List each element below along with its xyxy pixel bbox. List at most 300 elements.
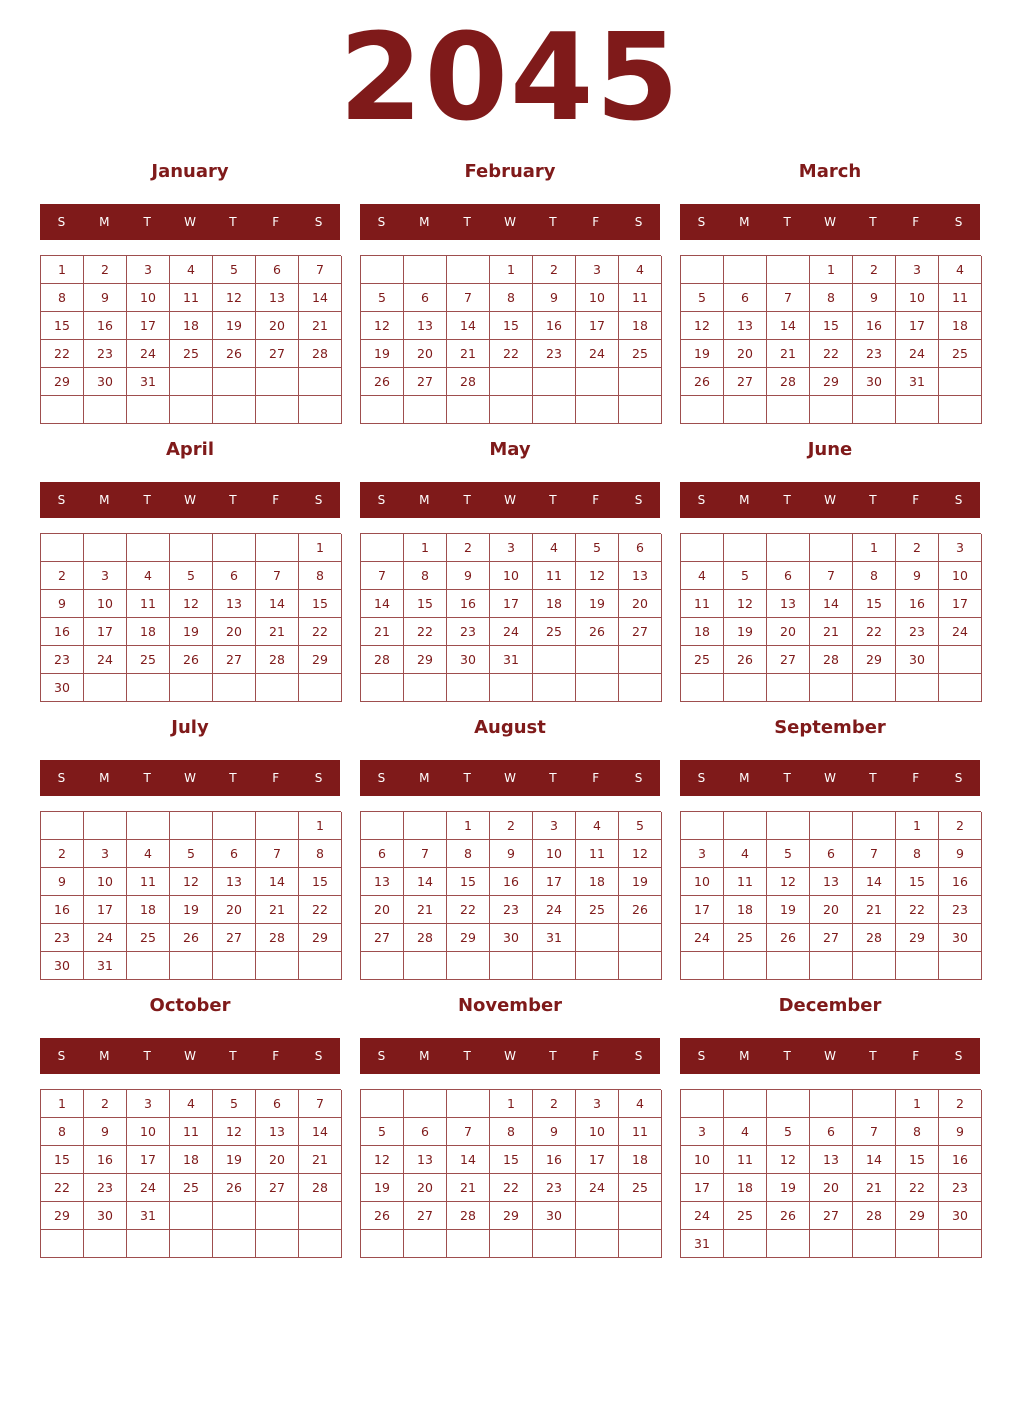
day-cell[interactable]: 26 xyxy=(361,1202,404,1230)
day-cell[interactable]: 20 xyxy=(404,340,447,368)
day-cell[interactable]: 25 xyxy=(170,1174,213,1202)
day-cell[interactable]: 14 xyxy=(361,590,404,618)
day-cell[interactable]: 1 xyxy=(490,1090,533,1118)
day-cell[interactable]: 22 xyxy=(41,1174,84,1202)
day-cell[interactable]: 10 xyxy=(533,840,576,868)
day-cell[interactable]: 7 xyxy=(447,284,490,312)
day-cell[interactable]: 1 xyxy=(41,256,84,284)
day-cell[interactable]: 18 xyxy=(170,312,213,340)
day-cell[interactable]: 9 xyxy=(939,840,982,868)
day-cell[interactable]: 12 xyxy=(170,590,213,618)
day-cell[interactable]: 18 xyxy=(939,312,982,340)
day-cell[interactable]: 2 xyxy=(853,256,896,284)
day-cell[interactable]: 3 xyxy=(576,256,619,284)
day-cell[interactable]: 23 xyxy=(41,646,84,674)
day-cell[interactable]: 20 xyxy=(767,618,810,646)
day-cell[interactable]: 21 xyxy=(299,1146,342,1174)
day-cell[interactable]: 26 xyxy=(681,368,724,396)
day-cell[interactable]: 12 xyxy=(213,1118,256,1146)
day-cell[interactable]: 2 xyxy=(939,812,982,840)
day-cell[interactable]: 6 xyxy=(810,1118,853,1146)
day-cell[interactable]: 19 xyxy=(681,340,724,368)
day-cell[interactable]: 11 xyxy=(724,868,767,896)
day-cell[interactable]: 30 xyxy=(853,368,896,396)
day-cell[interactable]: 11 xyxy=(681,590,724,618)
day-cell[interactable]: 22 xyxy=(896,896,939,924)
day-cell[interactable]: 18 xyxy=(724,1174,767,1202)
day-cell[interactable]: 16 xyxy=(84,312,127,340)
day-cell[interactable]: 15 xyxy=(490,1146,533,1174)
day-cell[interactable]: 10 xyxy=(576,284,619,312)
day-cell[interactable]: 24 xyxy=(127,340,170,368)
day-cell[interactable]: 31 xyxy=(681,1230,724,1258)
day-cell[interactable]: 30 xyxy=(41,952,84,980)
day-cell[interactable]: 21 xyxy=(404,896,447,924)
day-cell[interactable]: 22 xyxy=(299,896,342,924)
day-cell[interactable]: 14 xyxy=(256,868,299,896)
day-cell[interactable]: 21 xyxy=(853,896,896,924)
day-cell[interactable]: 4 xyxy=(681,562,724,590)
day-cell[interactable]: 2 xyxy=(533,1090,576,1118)
day-cell[interactable]: 16 xyxy=(447,590,490,618)
day-cell[interactable]: 28 xyxy=(810,646,853,674)
day-cell[interactable]: 13 xyxy=(361,868,404,896)
day-cell[interactable]: 29 xyxy=(853,646,896,674)
day-cell[interactable]: 26 xyxy=(170,924,213,952)
day-cell[interactable]: 2 xyxy=(84,256,127,284)
day-cell[interactable]: 3 xyxy=(533,812,576,840)
day-cell[interactable]: 31 xyxy=(533,924,576,952)
day-cell[interactable]: 14 xyxy=(767,312,810,340)
day-cell[interactable]: 21 xyxy=(767,340,810,368)
day-cell[interactable]: 7 xyxy=(447,1118,490,1146)
day-cell[interactable]: 5 xyxy=(576,534,619,562)
day-cell[interactable]: 1 xyxy=(490,256,533,284)
day-cell[interactable]: 31 xyxy=(490,646,533,674)
day-cell[interactable]: 14 xyxy=(853,868,896,896)
day-cell[interactable]: 8 xyxy=(447,840,490,868)
day-cell[interactable]: 19 xyxy=(576,590,619,618)
day-cell[interactable]: 11 xyxy=(127,590,170,618)
day-cell[interactable]: 27 xyxy=(810,924,853,952)
day-cell[interactable]: 23 xyxy=(533,340,576,368)
day-cell[interactable]: 28 xyxy=(853,1202,896,1230)
day-cell[interactable]: 22 xyxy=(810,340,853,368)
day-cell[interactable]: 21 xyxy=(447,340,490,368)
day-cell[interactable]: 24 xyxy=(490,618,533,646)
day-cell[interactable]: 23 xyxy=(84,1174,127,1202)
day-cell[interactable]: 9 xyxy=(41,868,84,896)
day-cell[interactable]: 9 xyxy=(41,590,84,618)
day-cell[interactable]: 5 xyxy=(170,840,213,868)
day-cell[interactable]: 3 xyxy=(681,1118,724,1146)
day-cell[interactable]: 4 xyxy=(533,534,576,562)
day-cell[interactable]: 19 xyxy=(361,340,404,368)
day-cell[interactable]: 17 xyxy=(896,312,939,340)
day-cell[interactable]: 20 xyxy=(619,590,662,618)
day-cell[interactable]: 28 xyxy=(256,646,299,674)
day-cell[interactable]: 20 xyxy=(213,896,256,924)
day-cell[interactable]: 6 xyxy=(361,840,404,868)
day-cell[interactable]: 14 xyxy=(853,1146,896,1174)
day-cell[interactable]: 3 xyxy=(127,256,170,284)
day-cell[interactable]: 15 xyxy=(299,590,342,618)
day-cell[interactable]: 14 xyxy=(299,1118,342,1146)
day-cell[interactable]: 13 xyxy=(213,590,256,618)
day-cell[interactable]: 19 xyxy=(619,868,662,896)
day-cell[interactable]: 24 xyxy=(576,340,619,368)
day-cell[interactable]: 5 xyxy=(361,284,404,312)
day-cell[interactable]: 6 xyxy=(213,562,256,590)
day-cell[interactable]: 7 xyxy=(299,256,342,284)
day-cell[interactable]: 12 xyxy=(361,312,404,340)
day-cell[interactable]: 1 xyxy=(896,812,939,840)
day-cell[interactable]: 16 xyxy=(939,1146,982,1174)
day-cell[interactable]: 29 xyxy=(41,1202,84,1230)
day-cell[interactable]: 6 xyxy=(767,562,810,590)
day-cell[interactable]: 5 xyxy=(213,256,256,284)
day-cell[interactable]: 22 xyxy=(490,1174,533,1202)
day-cell[interactable]: 10 xyxy=(576,1118,619,1146)
day-cell[interactable]: 10 xyxy=(681,1146,724,1174)
day-cell[interactable]: 14 xyxy=(447,312,490,340)
day-cell[interactable]: 23 xyxy=(447,618,490,646)
day-cell[interactable]: 15 xyxy=(447,868,490,896)
day-cell[interactable]: 12 xyxy=(213,284,256,312)
day-cell[interactable]: 5 xyxy=(767,1118,810,1146)
day-cell[interactable]: 7 xyxy=(810,562,853,590)
day-cell[interactable]: 2 xyxy=(939,1090,982,1118)
day-cell[interactable]: 26 xyxy=(767,1202,810,1230)
day-cell[interactable]: 1 xyxy=(41,1090,84,1118)
day-cell[interactable]: 28 xyxy=(299,340,342,368)
day-cell[interactable]: 19 xyxy=(767,1174,810,1202)
day-cell[interactable]: 17 xyxy=(84,896,127,924)
day-cell[interactable]: 30 xyxy=(84,368,127,396)
day-cell[interactable]: 15 xyxy=(490,312,533,340)
day-cell[interactable]: 3 xyxy=(127,1090,170,1118)
day-cell[interactable]: 3 xyxy=(576,1090,619,1118)
day-cell[interactable]: 7 xyxy=(767,284,810,312)
day-cell[interactable]: 20 xyxy=(361,896,404,924)
day-cell[interactable]: 2 xyxy=(41,562,84,590)
day-cell[interactable]: 9 xyxy=(939,1118,982,1146)
day-cell[interactable]: 20 xyxy=(256,312,299,340)
day-cell[interactable]: 1 xyxy=(299,812,342,840)
day-cell[interactable]: 17 xyxy=(939,590,982,618)
day-cell[interactable]: 19 xyxy=(724,618,767,646)
day-cell[interactable]: 11 xyxy=(619,1118,662,1146)
day-cell[interactable]: 15 xyxy=(896,868,939,896)
day-cell[interactable]: 6 xyxy=(256,256,299,284)
day-cell[interactable]: 31 xyxy=(896,368,939,396)
day-cell[interactable]: 24 xyxy=(533,896,576,924)
day-cell[interactable]: 23 xyxy=(490,896,533,924)
day-cell[interactable]: 13 xyxy=(767,590,810,618)
day-cell[interactable]: 20 xyxy=(404,1174,447,1202)
day-cell[interactable]: 27 xyxy=(361,924,404,952)
day-cell[interactable]: 4 xyxy=(939,256,982,284)
day-cell[interactable]: 17 xyxy=(84,618,127,646)
day-cell[interactable]: 30 xyxy=(533,1202,576,1230)
day-cell[interactable]: 5 xyxy=(724,562,767,590)
day-cell[interactable]: 12 xyxy=(724,590,767,618)
day-cell[interactable]: 23 xyxy=(939,896,982,924)
day-cell[interactable]: 15 xyxy=(853,590,896,618)
day-cell[interactable]: 12 xyxy=(767,1146,810,1174)
day-cell[interactable]: 24 xyxy=(84,924,127,952)
day-cell[interactable]: 2 xyxy=(490,812,533,840)
day-cell[interactable]: 22 xyxy=(447,896,490,924)
day-cell[interactable]: 25 xyxy=(576,896,619,924)
day-cell[interactable]: 30 xyxy=(896,646,939,674)
day-cell[interactable]: 6 xyxy=(213,840,256,868)
day-cell[interactable]: 11 xyxy=(533,562,576,590)
day-cell[interactable]: 1 xyxy=(299,534,342,562)
day-cell[interactable]: 3 xyxy=(681,840,724,868)
day-cell[interactable]: 11 xyxy=(724,1146,767,1174)
day-cell[interactable]: 28 xyxy=(447,1202,490,1230)
day-cell[interactable]: 2 xyxy=(896,534,939,562)
day-cell[interactable]: 23 xyxy=(533,1174,576,1202)
day-cell[interactable]: 29 xyxy=(299,924,342,952)
day-cell[interactable]: 10 xyxy=(490,562,533,590)
day-cell[interactable]: 27 xyxy=(213,646,256,674)
day-cell[interactable]: 12 xyxy=(170,868,213,896)
day-cell[interactable]: 17 xyxy=(127,1146,170,1174)
day-cell[interactable]: 24 xyxy=(939,618,982,646)
day-cell[interactable]: 25 xyxy=(724,1202,767,1230)
day-cell[interactable]: 31 xyxy=(127,368,170,396)
day-cell[interactable]: 28 xyxy=(256,924,299,952)
day-cell[interactable]: 24 xyxy=(127,1174,170,1202)
day-cell[interactable]: 28 xyxy=(853,924,896,952)
day-cell[interactable]: 12 xyxy=(681,312,724,340)
day-cell[interactable]: 20 xyxy=(724,340,767,368)
day-cell[interactable]: 26 xyxy=(576,618,619,646)
day-cell[interactable]: 11 xyxy=(619,284,662,312)
day-cell[interactable]: 4 xyxy=(619,256,662,284)
day-cell[interactable]: 5 xyxy=(170,562,213,590)
day-cell[interactable]: 25 xyxy=(127,924,170,952)
day-cell[interactable]: 13 xyxy=(619,562,662,590)
day-cell[interactable]: 22 xyxy=(896,1174,939,1202)
day-cell[interactable]: 8 xyxy=(853,562,896,590)
day-cell[interactable]: 27 xyxy=(256,1174,299,1202)
day-cell[interactable]: 1 xyxy=(404,534,447,562)
day-cell[interactable]: 30 xyxy=(41,674,84,702)
day-cell[interactable]: 2 xyxy=(447,534,490,562)
day-cell[interactable]: 22 xyxy=(299,618,342,646)
day-cell[interactable]: 17 xyxy=(681,896,724,924)
day-cell[interactable]: 27 xyxy=(404,368,447,396)
day-cell[interactable]: 1 xyxy=(853,534,896,562)
day-cell[interactable]: 15 xyxy=(404,590,447,618)
day-cell[interactable]: 1 xyxy=(810,256,853,284)
day-cell[interactable]: 11 xyxy=(127,868,170,896)
day-cell[interactable]: 5 xyxy=(681,284,724,312)
day-cell[interactable]: 16 xyxy=(41,618,84,646)
day-cell[interactable]: 29 xyxy=(41,368,84,396)
day-cell[interactable]: 8 xyxy=(810,284,853,312)
day-cell[interactable]: 24 xyxy=(84,646,127,674)
day-cell[interactable]: 29 xyxy=(299,646,342,674)
day-cell[interactable]: 8 xyxy=(490,1118,533,1146)
day-cell[interactable]: 10 xyxy=(127,1118,170,1146)
day-cell[interactable]: 27 xyxy=(619,618,662,646)
day-cell[interactable]: 21 xyxy=(256,618,299,646)
day-cell[interactable]: 27 xyxy=(724,368,767,396)
day-cell[interactable]: 21 xyxy=(256,896,299,924)
day-cell[interactable]: 31 xyxy=(84,952,127,980)
day-cell[interactable]: 16 xyxy=(896,590,939,618)
day-cell[interactable]: 16 xyxy=(41,896,84,924)
day-cell[interactable]: 10 xyxy=(939,562,982,590)
day-cell[interactable]: 21 xyxy=(853,1174,896,1202)
day-cell[interactable]: 13 xyxy=(256,284,299,312)
day-cell[interactable]: 22 xyxy=(404,618,447,646)
day-cell[interactable]: 18 xyxy=(724,896,767,924)
day-cell[interactable]: 30 xyxy=(84,1202,127,1230)
day-cell[interactable]: 4 xyxy=(170,256,213,284)
day-cell[interactable]: 25 xyxy=(619,340,662,368)
day-cell[interactable]: 9 xyxy=(896,562,939,590)
day-cell[interactable]: 5 xyxy=(619,812,662,840)
day-cell[interactable]: 5 xyxy=(767,840,810,868)
day-cell[interactable]: 19 xyxy=(361,1174,404,1202)
day-cell[interactable]: 15 xyxy=(41,312,84,340)
day-cell[interactable]: 9 xyxy=(84,1118,127,1146)
day-cell[interactable]: 1 xyxy=(896,1090,939,1118)
day-cell[interactable]: 13 xyxy=(404,312,447,340)
day-cell[interactable]: 6 xyxy=(404,284,447,312)
day-cell[interactable]: 29 xyxy=(447,924,490,952)
day-cell[interactable]: 19 xyxy=(170,896,213,924)
day-cell[interactable]: 25 xyxy=(939,340,982,368)
day-cell[interactable]: 16 xyxy=(939,868,982,896)
day-cell[interactable]: 4 xyxy=(576,812,619,840)
day-cell[interactable]: 9 xyxy=(447,562,490,590)
day-cell[interactable]: 9 xyxy=(84,284,127,312)
day-cell[interactable]: 24 xyxy=(681,1202,724,1230)
day-cell[interactable]: 28 xyxy=(767,368,810,396)
day-cell[interactable]: 19 xyxy=(767,896,810,924)
day-cell[interactable]: 26 xyxy=(213,1174,256,1202)
day-cell[interactable]: 28 xyxy=(299,1174,342,1202)
day-cell[interactable]: 4 xyxy=(127,562,170,590)
day-cell[interactable]: 12 xyxy=(619,840,662,868)
day-cell[interactable]: 8 xyxy=(404,562,447,590)
day-cell[interactable]: 13 xyxy=(404,1146,447,1174)
day-cell[interactable]: 27 xyxy=(404,1202,447,1230)
day-cell[interactable]: 10 xyxy=(896,284,939,312)
day-cell[interactable]: 28 xyxy=(404,924,447,952)
day-cell[interactable]: 16 xyxy=(84,1146,127,1174)
day-cell[interactable]: 11 xyxy=(939,284,982,312)
day-cell[interactable]: 31 xyxy=(127,1202,170,1230)
day-cell[interactable]: 27 xyxy=(213,924,256,952)
day-cell[interactable]: 7 xyxy=(853,1118,896,1146)
day-cell[interactable]: 8 xyxy=(896,840,939,868)
day-cell[interactable]: 8 xyxy=(490,284,533,312)
day-cell[interactable]: 22 xyxy=(853,618,896,646)
day-cell[interactable]: 12 xyxy=(361,1146,404,1174)
day-cell[interactable]: 29 xyxy=(490,1202,533,1230)
day-cell[interactable]: 10 xyxy=(84,868,127,896)
day-cell[interactable]: 3 xyxy=(490,534,533,562)
day-cell[interactable]: 7 xyxy=(404,840,447,868)
day-cell[interactable]: 27 xyxy=(767,646,810,674)
day-cell[interactable]: 7 xyxy=(853,840,896,868)
day-cell[interactable]: 3 xyxy=(84,562,127,590)
day-cell[interactable]: 4 xyxy=(170,1090,213,1118)
day-cell[interactable]: 14 xyxy=(256,590,299,618)
day-cell[interactable]: 13 xyxy=(810,868,853,896)
day-cell[interactable]: 24 xyxy=(576,1174,619,1202)
day-cell[interactable]: 2 xyxy=(41,840,84,868)
day-cell[interactable]: 17 xyxy=(127,312,170,340)
day-cell[interactable]: 17 xyxy=(681,1174,724,1202)
day-cell[interactable]: 29 xyxy=(404,646,447,674)
day-cell[interactable]: 7 xyxy=(256,840,299,868)
day-cell[interactable]: 26 xyxy=(170,646,213,674)
day-cell[interactable]: 25 xyxy=(170,340,213,368)
day-cell[interactable]: 6 xyxy=(810,840,853,868)
day-cell[interactable]: 9 xyxy=(533,1118,576,1146)
day-cell[interactable]: 22 xyxy=(490,340,533,368)
day-cell[interactable]: 16 xyxy=(533,1146,576,1174)
day-cell[interactable]: 6 xyxy=(619,534,662,562)
day-cell[interactable]: 4 xyxy=(619,1090,662,1118)
day-cell[interactable]: 15 xyxy=(896,1146,939,1174)
day-cell[interactable]: 25 xyxy=(533,618,576,646)
day-cell[interactable]: 6 xyxy=(724,284,767,312)
day-cell[interactable]: 18 xyxy=(681,618,724,646)
day-cell[interactable]: 11 xyxy=(170,284,213,312)
day-cell[interactable]: 14 xyxy=(299,284,342,312)
day-cell[interactable]: 20 xyxy=(810,1174,853,1202)
day-cell[interactable]: 26 xyxy=(767,924,810,952)
day-cell[interactable]: 28 xyxy=(361,646,404,674)
day-cell[interactable]: 25 xyxy=(619,1174,662,1202)
day-cell[interactable]: 3 xyxy=(896,256,939,284)
day-cell[interactable]: 21 xyxy=(361,618,404,646)
day-cell[interactable]: 11 xyxy=(576,840,619,868)
day-cell[interactable]: 24 xyxy=(681,924,724,952)
day-cell[interactable]: 6 xyxy=(404,1118,447,1146)
day-cell[interactable]: 8 xyxy=(41,1118,84,1146)
day-cell[interactable]: 18 xyxy=(170,1146,213,1174)
day-cell[interactable]: 26 xyxy=(361,368,404,396)
day-cell[interactable]: 20 xyxy=(256,1146,299,1174)
day-cell[interactable]: 27 xyxy=(810,1202,853,1230)
day-cell[interactable]: 18 xyxy=(576,868,619,896)
day-cell[interactable]: 25 xyxy=(724,924,767,952)
day-cell[interactable]: 2 xyxy=(533,256,576,284)
day-cell[interactable]: 14 xyxy=(810,590,853,618)
day-cell[interactable]: 17 xyxy=(533,868,576,896)
day-cell[interactable]: 30 xyxy=(490,924,533,952)
day-cell[interactable]: 13 xyxy=(810,1146,853,1174)
day-cell[interactable]: 9 xyxy=(533,284,576,312)
day-cell[interactable]: 18 xyxy=(619,1146,662,1174)
day-cell[interactable]: 4 xyxy=(724,840,767,868)
day-cell[interactable]: 24 xyxy=(896,340,939,368)
day-cell[interactable]: 19 xyxy=(170,618,213,646)
day-cell[interactable]: 17 xyxy=(490,590,533,618)
day-cell[interactable]: 25 xyxy=(681,646,724,674)
day-cell[interactable]: 4 xyxy=(724,1118,767,1146)
